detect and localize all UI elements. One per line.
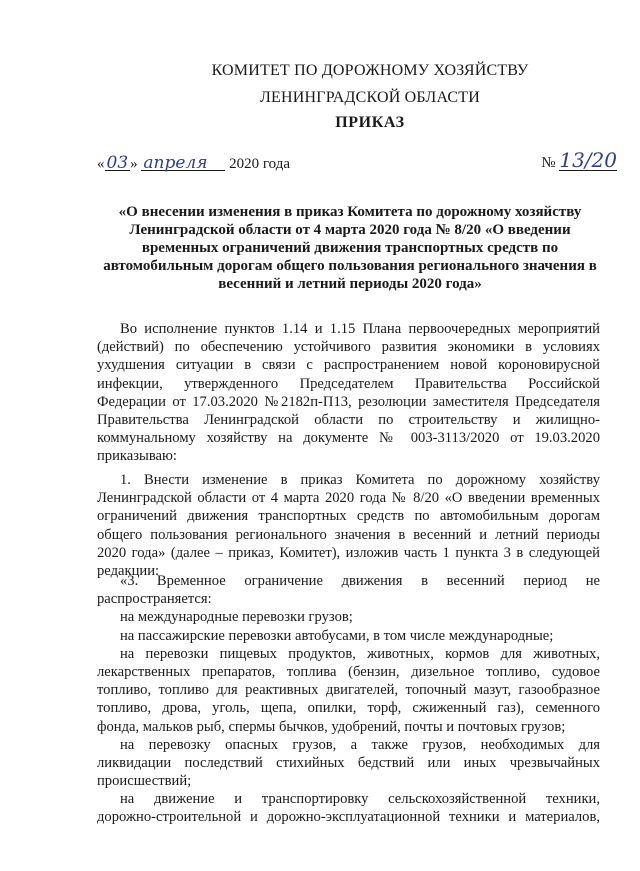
- text-line: общего пользования регионального значения в весенний и летний периоды: [97, 526, 600, 543]
- text-line: на перевозки пищевых продуктов, животных, кормов для животных,: [120, 645, 600, 662]
- text-line: Правительства Ленинградской области по строительству и жилищно-: [97, 411, 600, 428]
- text-line: «3. Временное ограничение движения в весенний период не: [120, 573, 600, 589]
- text-line: ограничений движения транспортных средств по автомобильным дорогам: [97, 508, 600, 525]
- order-date: « 03 » апреля 2020 года: [97, 153, 291, 173]
- text-line: фонда, мальков рыб, спермы бычков, удобрений, почты и почтовых грузов;: [97, 718, 566, 735]
- text-line: лекарственных препаратов, топлива (бензин, дизельное топливо, судовое: [97, 663, 600, 680]
- list-item: на международные перевозки грузов;: [120, 609, 353, 626]
- order-year: 2020 года: [229, 156, 291, 172]
- text-line: коммунальному хозяйству на документе № 003-3113/2020 от 19.03.2020: [97, 430, 600, 447]
- title-line: автомобильным дорогам общего пользования регионального значения в: [103, 258, 597, 274]
- text-line: на движение и транспортировку сельскохозяйственной техники,: [120, 791, 600, 808]
- text-line: распространяется:: [97, 591, 212, 608]
- item-1-paragraph: [97, 471, 600, 580]
- intro-paragraph: [97, 320, 600, 466]
- text-line: Федерации от 17.03.2020 №2182п-П13, резолюции заместителя Председателя: [97, 393, 600, 410]
- point-3-paragraph: [97, 572, 600, 827]
- text-line: происшествий;: [97, 773, 192, 790]
- title-line: «О внесении изменения в приказ Комитета по дорожному хозяйству: [118, 204, 582, 220]
- committee-name-line1: КОМИТЕТ ПО ДОРОЖНОМУ ХОЗЯЙСТВУ: [211, 62, 529, 79]
- title-line: временных ограничений движения транспортных средств по: [141, 240, 559, 256]
- text-line: 2020 года» (далее – приказ, Комитет), изложив часть 1 пункта 3 в следующей: [97, 544, 600, 561]
- list-item: на пассажирские перевозки автобусами, в том числе международные;: [120, 627, 554, 644]
- handwritten-day: 03: [106, 153, 129, 173]
- text-line: дорожно-строительной и дорожно-эксплуатационной техники и материалов,: [97, 809, 600, 826]
- document-type: ПРИКАЗ: [335, 114, 405, 131]
- order-number: № 13/20: [541, 148, 617, 172]
- text-line: Во исполнение пунктов 1.14 и 1.15 Плана первоочередных мероприятий: [120, 321, 600, 337]
- title-line: Ленинградской области от 4 марта 2020 года № 8/20 «О введении: [129, 222, 571, 238]
- date-number-line: [97, 150, 617, 176]
- title-line: весенний и летний периоды 2020 года»: [218, 276, 482, 292]
- text-line: (действий) по обеспечению устойчивого развития экономики в условиях: [97, 339, 600, 356]
- text-line: ликвидации последствий стихийных бедствий или иных чрезвычайных: [97, 754, 600, 771]
- text-line: редакции:: [97, 562, 160, 579]
- committee-name-line2: ЛЕНИНГРАДСКОЙ ОБЛАСТИ: [259, 89, 481, 106]
- text-line: топливо, топливо для реактивных двигателей, топочный мазут, газообразное: [97, 682, 600, 699]
- text-line: Ленинградской области от 4 марта 2020 года № 8/20 «О введении временных: [97, 490, 600, 507]
- text-line: на перевозку опасных грузов, а также грузов, необходимых для: [120, 736, 600, 753]
- handwritten-month: апреля: [141, 156, 225, 171]
- order-title: [100, 203, 600, 293]
- text-line: инфекции, утвержденного Председателем Правительства Российской: [97, 375, 600, 392]
- handwritten-number: 13/20: [559, 148, 617, 172]
- text-line: топливо, дрова, уголь, щепа, опилки, торф, сжиженный газ), семенного: [97, 700, 600, 717]
- text-line: 1. Внести изменение в приказ Комитета по дорожному хозяйству: [120, 472, 600, 488]
- text-line: приказываю:: [97, 448, 177, 465]
- text-line: ухудшения ситуации в связи с распространением новой короновирусной: [97, 357, 600, 374]
